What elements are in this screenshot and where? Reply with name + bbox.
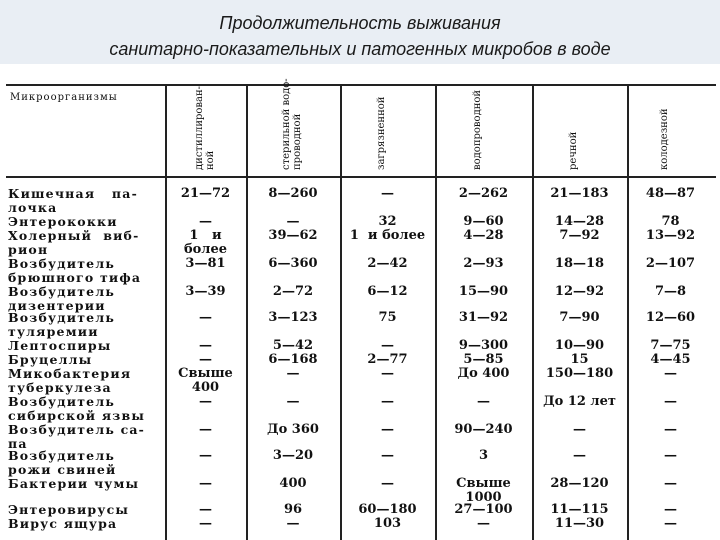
row-label: Бактерии чумы xyxy=(8,476,140,491)
table-cell: — xyxy=(286,394,300,409)
table-cell: — xyxy=(381,338,394,353)
table-cell: 2—262 xyxy=(458,186,509,201)
table-cell: 12—60 xyxy=(645,310,696,325)
column-header: стерильной водо- проводной xyxy=(281,78,303,170)
table-cell: 3—81 xyxy=(185,256,226,271)
table-cell: Свыше 1000 xyxy=(456,476,511,505)
table-cell: 7—92 xyxy=(559,228,600,243)
table-cell: — xyxy=(381,186,394,201)
table-cell: 7—90 xyxy=(559,310,600,325)
table-cell: 1 и более xyxy=(183,228,228,257)
scanned-table xyxy=(0,66,720,540)
row-label: Вирус ящура xyxy=(8,516,118,531)
table-top-rule xyxy=(6,84,716,86)
table-cell: — xyxy=(664,394,677,409)
table-cell: — xyxy=(664,516,677,531)
table-cell: — xyxy=(381,448,394,463)
table-cell: — xyxy=(664,448,677,463)
table-cell: 2—93 xyxy=(463,256,504,271)
table-cell: 90—240 xyxy=(454,422,513,437)
column-divider xyxy=(246,84,248,540)
column-header: загрязненной xyxy=(375,96,387,170)
table-cell: 2—42 xyxy=(367,256,408,271)
table-cell: — xyxy=(664,366,677,381)
row-label: Возбудитель рожи свиней xyxy=(8,448,117,477)
table-cell: 1 и более xyxy=(349,228,426,243)
table-cell: — xyxy=(381,422,394,437)
table-cell: — xyxy=(573,448,586,463)
table-cell: — xyxy=(664,502,677,517)
table-cell: 7—8 xyxy=(654,284,687,299)
table-cell: 5—85 xyxy=(463,352,504,367)
table-cell: До 12 лет xyxy=(543,394,616,409)
table-cell: 11—115 xyxy=(550,502,609,517)
table-cell: 9—300 xyxy=(458,338,509,353)
table-cell: — xyxy=(199,338,212,353)
table-cell: — xyxy=(199,310,212,325)
table-cell: 13—92 xyxy=(645,228,696,243)
table-cell: 15—90 xyxy=(458,284,509,299)
header-microorganisms: Микроорганизмы xyxy=(10,92,118,103)
table-cell: — xyxy=(664,476,677,491)
table-cell: 2—107 xyxy=(645,256,696,271)
table-cell: — xyxy=(573,422,586,437)
table-cell: — xyxy=(664,422,677,437)
table-cell: 6—360 xyxy=(268,256,318,271)
table-cell: 4—28 xyxy=(463,228,504,243)
table-cell: 11—30 xyxy=(554,516,605,531)
table-cell: — xyxy=(199,394,212,409)
table-cell: 27—100 xyxy=(454,502,513,517)
table-cell: — xyxy=(381,366,394,381)
table-cell: — xyxy=(381,476,394,491)
table-cell: 18—18 xyxy=(554,256,605,271)
table-cell: 21—72 xyxy=(180,186,231,201)
table-cell: До 360 xyxy=(267,422,319,437)
table-cell: 7—75 xyxy=(650,338,691,353)
table-cell: 32 xyxy=(378,214,397,229)
column-header: водопроводной xyxy=(471,89,483,170)
row-label: Возбудитель дизентерии xyxy=(8,284,116,313)
column-header: речной xyxy=(567,131,579,170)
table-cell: 21—183 xyxy=(550,186,609,201)
row-label: Лептоспиры xyxy=(8,338,112,353)
table-cell: 10—90 xyxy=(554,338,605,353)
table-cell: 150—180 xyxy=(545,366,614,381)
table-cell: 6—168 xyxy=(268,352,318,367)
column-header: колодезной xyxy=(658,108,670,170)
column-header: дистиллирован- ной xyxy=(193,85,216,170)
column-divider xyxy=(435,84,437,540)
table-cell: 3—123 xyxy=(268,310,318,325)
table-cell: 3—39 xyxy=(185,284,226,299)
column-divider xyxy=(340,84,342,540)
table-cell: 103 xyxy=(373,516,402,531)
table-cell: — xyxy=(199,448,212,463)
row-label: Энтерококки xyxy=(8,214,118,229)
table-cell: 60—180 xyxy=(358,502,417,517)
table-cell: — xyxy=(199,502,212,517)
table-cell: 3—20 xyxy=(272,448,314,463)
column-divider xyxy=(532,84,534,540)
table-cell: 39—62 xyxy=(268,228,318,243)
table-cell: 12—92 xyxy=(554,284,605,299)
column-divider xyxy=(627,84,629,540)
table-cell: 15 xyxy=(570,352,589,367)
table-cell: До 400 xyxy=(457,366,510,381)
title-line-1: Продолжительность выживания xyxy=(219,13,501,33)
table-cell: 2—77 xyxy=(367,352,408,367)
table-cell: 96 xyxy=(283,502,303,517)
table-cell: 8—260 xyxy=(268,186,318,201)
table-cell: — xyxy=(199,476,212,491)
table-cell: 28—120 xyxy=(550,476,609,491)
row-label: Возбудитель туляремии xyxy=(8,310,116,339)
row-label: Микобактерия туберкулеза xyxy=(8,366,132,395)
row-label: Возбудитель са- па xyxy=(8,422,146,451)
table-cell: — xyxy=(199,214,212,229)
table-cell: 400 xyxy=(279,476,307,491)
table-cell: 5—42 xyxy=(272,338,314,353)
table-cell: 75 xyxy=(378,310,397,325)
table-cell: 14—28 xyxy=(554,214,605,229)
column-divider xyxy=(165,84,167,540)
title-line-2: санитарно-показательных и патогенных микробов в воде xyxy=(109,39,611,59)
table-cell: 9—60 xyxy=(463,214,504,229)
table-cell: — xyxy=(477,516,490,531)
table-cell: 6—12 xyxy=(367,284,408,299)
row-label: Холерный виб- рион xyxy=(8,228,140,257)
table-cell: Свыше 400 xyxy=(178,366,233,395)
table-cell: — xyxy=(199,516,212,531)
table-cell: — xyxy=(381,394,394,409)
table-cell: 48—87 xyxy=(645,186,696,201)
table-cell: — xyxy=(199,422,212,437)
row-label: Кишечная па- лочка xyxy=(8,186,138,215)
table-cell: — xyxy=(199,352,212,367)
table-cell: — xyxy=(286,214,300,229)
table-cell: — xyxy=(286,516,300,531)
table-cell: — xyxy=(477,394,490,409)
row-label: Возбудитель брюшного тифа xyxy=(8,256,142,285)
table-cell: 2—72 xyxy=(272,284,314,299)
header-bottom-rule xyxy=(6,176,716,178)
table-cell: 31—92 xyxy=(458,310,509,325)
table-cell: 3 xyxy=(478,448,489,463)
row-label: Бруцеллы xyxy=(8,352,93,367)
table-cell: — xyxy=(286,366,300,381)
row-label: Возбудитель сибирской язвы xyxy=(8,394,146,423)
table-cell: 78 xyxy=(661,214,680,229)
row-label: Энтеровирусы xyxy=(8,502,130,517)
table-cell: 4—45 xyxy=(650,352,691,367)
